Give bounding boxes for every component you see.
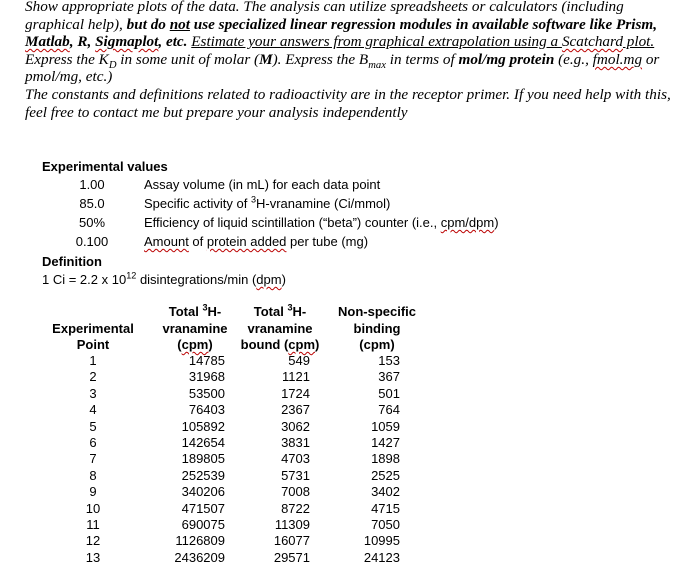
text-run: , R, — [69, 33, 96, 51]
point-cell: 3 — [89, 385, 97, 401]
nonspecific-cpm-cell: 1427 — [371, 435, 400, 450]
bound-cpm-cell: 4703 — [281, 451, 310, 467]
experimental-label — [144, 233, 368, 252]
point-cell: 9 — [89, 484, 97, 500]
table-row — [0, 353, 677, 370]
experimental-label — [144, 176, 380, 195]
text-run: H-vranamine (Ci/mmol) — [256, 196, 391, 211]
experimental-value-row — [0, 195, 677, 214]
point-cell: 11 — [86, 517, 100, 532]
text-run: Specific activity of — [144, 196, 251, 211]
text-run: ) — [281, 272, 286, 287]
text-run: use specialized linear regression modules in available software like Prism, — [189, 15, 657, 33]
nonspecific-cpm-cell: 10995 — [363, 533, 400, 549]
nonspecific-cpm-cell: 764 — [378, 402, 400, 418]
experimental-value-row — [0, 233, 677, 252]
instruction-number — [7, 51, 25, 69]
text-run: 3 — [202, 302, 208, 313]
bound-cpm-cell: 5731 — [281, 467, 310, 483]
instruction-text — [25, 86, 671, 121]
table-header — [0, 304, 677, 354]
instruction-number — [7, 0, 25, 16]
total-cpm-cell: 76403 — [188, 402, 225, 418]
nonspecific-cpm-cell: 24123 — [363, 549, 400, 565]
text-run: cpm — [181, 337, 209, 352]
text-run: cpm/dpm — [440, 215, 495, 230]
text-run: Total — [253, 304, 288, 319]
instruction-text — [25, 51, 659, 86]
experimental-values-title: Experimental values — [42, 159, 168, 174]
text-run: Non-specific — [337, 304, 416, 319]
definition-title: Definition — [42, 254, 102, 269]
text-run: Assay volume (in mL) for each data point — [144, 177, 381, 192]
bound-cpm-cell: 16077 — [273, 533, 310, 549]
nonspecific-cpm-cell: 367 — [378, 369, 400, 385]
total-cpm-cell: 252539 — [181, 467, 225, 483]
bound-cpm-cell: 1724 — [281, 385, 310, 401]
nonspecific-cpm-cell: 7050 — [371, 517, 400, 532]
text-run: plot. — [622, 33, 655, 51]
experimental-value-row — [0, 214, 677, 233]
text-run: H- — [292, 304, 307, 319]
experimental-label — [144, 214, 499, 233]
bound-cpm-cell: 8722 — [281, 500, 310, 516]
data-table — [0, 304, 677, 576]
text-run: per tube (mg) — [286, 234, 369, 249]
experimental-label — [144, 195, 390, 214]
point-cell: 8 — [89, 467, 97, 483]
point-cell: 6 — [89, 435, 97, 450]
text-run: vranamine — [162, 320, 228, 336]
instruction-item-2 — [7, 51, 672, 86]
text-run: in terms of — [385, 50, 459, 68]
bound-cpm-cell: 11309 — [274, 517, 310, 532]
table-row — [0, 386, 677, 403]
instruction-number — [7, 86, 25, 104]
text-run: Experimental — [52, 320, 134, 336]
text-run: of — [188, 234, 207, 249]
experimental-values-list — [0, 176, 677, 252]
table-row — [0, 533, 677, 550]
point-cell: 5 — [89, 418, 97, 434]
text-run: bound ( — [240, 337, 289, 352]
total-cpm-cell: 1126809 — [175, 533, 225, 549]
table-row — [0, 517, 677, 534]
text-run: Matlab — [25, 33, 70, 51]
point-cell: 10 — [85, 500, 101, 516]
text-run: binding — [353, 320, 401, 336]
point-cell: 13 — [85, 549, 101, 565]
text-run: not — [169, 15, 190, 33]
nonspecific-cpm-cell: 153 — [378, 353, 400, 368]
point-cell: 2 — [89, 369, 97, 385]
text-run: 1 Ci = 2.2 x 10 — [42, 272, 127, 287]
nonspecific-cpm-cell: 1059 — [371, 418, 400, 434]
total-cpm-cell: 31968 — [188, 369, 225, 385]
total-cpm-cell: 142654 — [181, 435, 225, 450]
text-run: mol/mg protein — [458, 50, 555, 68]
bound-cpm-cell: 549 — [288, 353, 310, 368]
text-run: vranamine — [247, 320, 313, 336]
text-run: Estimate your answers from graphical extrapolation using a — [191, 33, 562, 51]
total-cpm-cell: 189805 — [181, 451, 225, 467]
nonspecific-cpm-cell: 2525 — [371, 467, 400, 483]
text-run: fmol.mg — [592, 50, 643, 68]
instructions-list — [7, 0, 672, 121]
header-total-bound — [230, 304, 330, 354]
total-cpm-cell: 471507 — [181, 500, 225, 516]
total-cpm-cell: 690075 — [181, 517, 225, 532]
nonspecific-cpm-cell: 501 — [378, 385, 400, 401]
text-run: Total — [168, 304, 203, 319]
text-run: H- — [207, 304, 222, 319]
text-run: disintegrations/min ( — [136, 272, 257, 287]
total-cpm-cell: 340206 — [181, 484, 225, 500]
point-cell: 7 — [89, 451, 97, 467]
bound-cpm-cell: 3831 — [281, 435, 310, 450]
instruction-item-1 — [7, 0, 672, 51]
total-cpm-cell: 2436209 — [174, 549, 225, 565]
text-run: ( — [177, 337, 182, 352]
nonspecific-cpm-cell: 1898 — [371, 451, 400, 467]
nonspecific-cpm-cell: 3402 — [371, 484, 400, 500]
text-run: ) — [494, 215, 499, 230]
text-run: ) — [208, 337, 213, 352]
bound-cpm-cell: 3062 — [281, 418, 310, 434]
definition-text — [42, 271, 286, 290]
text-run: Show appropriate plots of the data. The analysis can utilize spreadsheets or calculators (including graphical help), — [25, 0, 624, 33]
text-run: or pmol/mg, etc.) — [25, 50, 660, 86]
header-experimental-point — [38, 304, 148, 354]
text-run: 3 — [287, 302, 293, 313]
experimental-value: 85.0 — [79, 196, 105, 211]
table-row — [0, 468, 677, 485]
table-row — [0, 550, 677, 567]
table-row — [0, 419, 677, 436]
table-row — [0, 484, 677, 501]
table-row — [0, 501, 677, 518]
point-cell: 12 — [85, 533, 101, 549]
table-row — [0, 451, 677, 468]
text-run: ). Express the B — [272, 50, 369, 68]
text-run: D — [108, 59, 117, 71]
experimental-value-row — [0, 176, 677, 195]
text-run: ) — [315, 337, 320, 352]
text-run: Scatchard — [561, 33, 623, 51]
table-row — [0, 435, 677, 452]
table-row — [0, 402, 677, 419]
text-run: in some unit of molar ( — [116, 50, 260, 68]
point-cell: 1 — [89, 353, 97, 368]
text-run: (e.g., — [554, 50, 593, 68]
text-run: 3 — [250, 194, 256, 205]
bound-cpm-cell: 2367 — [281, 402, 310, 418]
experimental-value: 1.00 — [79, 177, 105, 192]
point-cell: 4 — [89, 402, 97, 418]
bound-cpm-cell: 29571 — [273, 549, 310, 565]
text-run: M — [259, 50, 273, 68]
instruction-text — [25, 0, 657, 50]
text-run: , etc. — [158, 33, 188, 51]
text-run: max — [368, 59, 386, 71]
text-run: The constants and definitions related to radioactivity are in the receptor primer. If you need help with this, feel free to contact me but prepare your analysis independently — [25, 85, 671, 121]
total-cpm-cell: 53500 — [188, 385, 225, 401]
text-run: cpm — [288, 337, 316, 352]
instruction-item-3 — [7, 86, 672, 121]
bound-cpm-cell: 1121 — [282, 369, 310, 385]
header-nonspecific-binding — [327, 304, 427, 354]
text-run: Express the K — [25, 50, 109, 68]
text-run: Efficiency of liquid scintillation (“beta”) counter (i.e., — [144, 215, 441, 230]
text-run: protein added — [206, 234, 287, 249]
table-row — [0, 369, 677, 386]
nonspecific-cpm-cell: 4715 — [371, 500, 400, 516]
total-cpm-cell: 14785 — [188, 353, 225, 368]
text-run: dpm — [256, 272, 282, 287]
experimental-value: 50% — [78, 215, 106, 230]
text-run: Amount — [144, 234, 189, 249]
text-run: 12 — [126, 270, 137, 281]
text-run: Sigmaplot — [95, 33, 159, 51]
text-run: but do — [126, 15, 170, 33]
bound-cpm-cell: 7008 — [281, 484, 310, 500]
total-cpm-cell: 105892 — [181, 418, 225, 434]
experimental-value: 0.100 — [75, 234, 109, 249]
text-run: (cpm) — [359, 337, 395, 352]
text-run: Point — [76, 337, 110, 352]
